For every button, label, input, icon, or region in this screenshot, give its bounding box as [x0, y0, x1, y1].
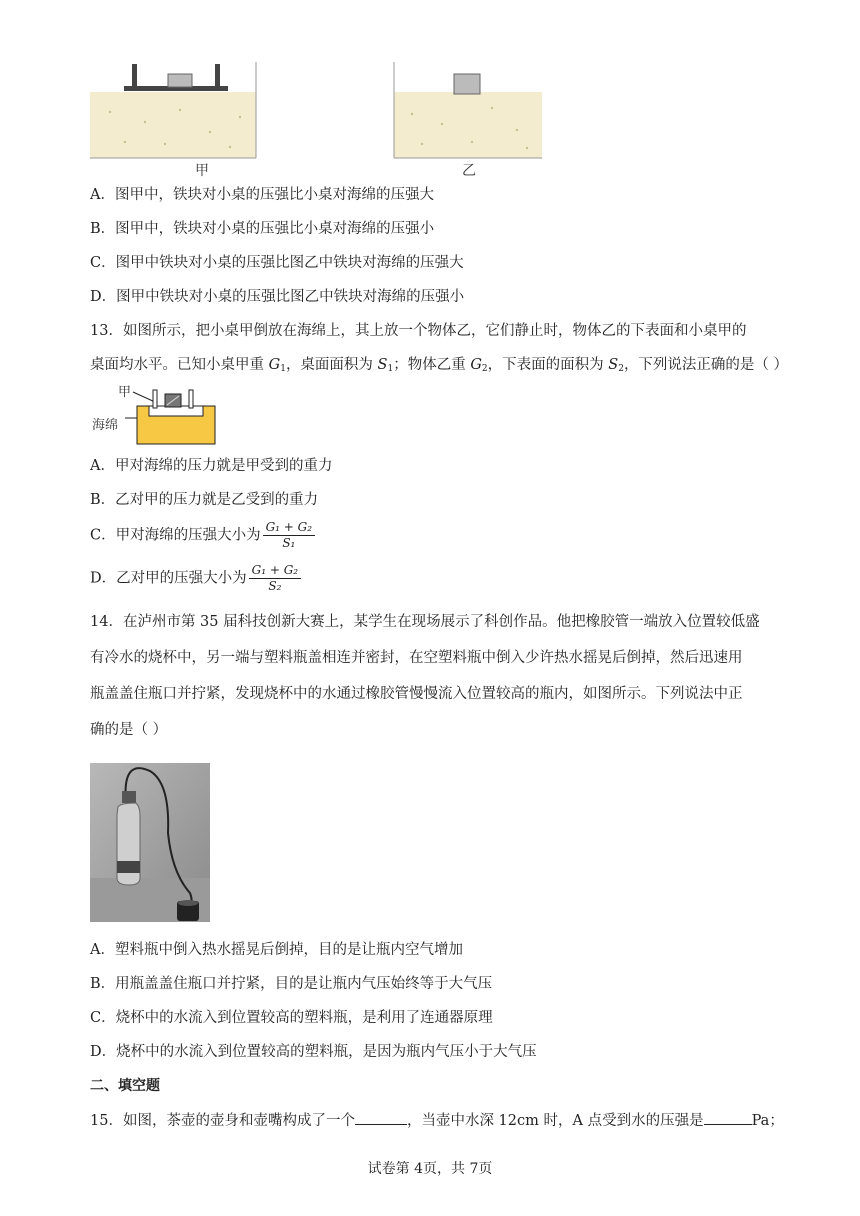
q13-fraction-d: $\frac{\text{G₁ + G₂}}{\text{S₂}}$ — [249, 563, 301, 594]
q13-stem-line1: 13．如图所示，把小桌甲倒放在海绵上，其上放一个物体乙，它们静止时，物体乙的下表面和小桌甲的 — [90, 323, 747, 339]
q12-option-b: B．图甲中，铁块对小桌的压强比小桌对海绵的压强小 — [90, 221, 435, 237]
q14-stem-line2: 有冷水的烧杯中，另一端与塑料瓶盖相连并密封，在空塑料瓶中倒入少许热水摇晃后倒掉，然后迅速用 — [90, 650, 743, 666]
q13-option-c: C．甲对海绵的压强大小为 $\frac{\text{G₁ + G₂}}{\text{S₁}}$ — [90, 520, 315, 551]
q13-figure-label-sponge: 海绵 — [92, 418, 119, 433]
figure-yi-block-on-sponge — [392, 62, 544, 162]
q13-figure-table-on-sponge — [125, 384, 217, 446]
figure-yi-caption: 乙 — [462, 163, 476, 179]
q14-option-a: A．塑料瓶中倒入热水摇晃后倒掉，目的是让瓶内空气增加 — [90, 942, 463, 958]
q12-option-a: A．图甲中，铁块对小桌的压强比小桌对海绵的压强大 — [90, 187, 434, 203]
q14-option-d: D．烧杯中的水流入到位置较高的塑料瓶，是因为瓶内气压小于大气压 — [90, 1044, 537, 1060]
q14-stem-line4: 确的是（ ） — [90, 722, 168, 738]
q13-option-a: A．甲对海绵的压力就是甲受到的重力 — [90, 458, 333, 474]
q14-photo-bottle-and-beaker — [90, 763, 210, 922]
q14-option-c: C．烧杯中的水流入到位置较高的塑料瓶，是利用了连通器原理 — [90, 1010, 493, 1026]
figure-jia-table-on-sponge — [90, 62, 258, 162]
q15-blank-2[interactable] — [704, 1110, 752, 1125]
q12-option-d: D．图甲中铁块对小桌的压强比图乙中铁块对海绵的压强小 — [90, 289, 465, 305]
q13-figure-label-jia: 甲 — [118, 385, 132, 400]
q13-option-b: B．乙对甲的压力就是乙受到的重力 — [90, 492, 319, 508]
q13-stem-line2: 桌面均水平。已知小桌甲重 $G_1$，桌面面积为 $S_1$；物体乙重 $G_2$，下表面的面积为 $S_2$，下列说法正确的是（ ） — [90, 357, 789, 374]
q13-option-d: D．乙对甲的压强大小为 $\frac{\text{G₁ + G₂}}{\text{S₂}}$ — [90, 563, 301, 594]
section-title-fill-in: 二、填空题 — [90, 1078, 160, 1094]
q15-stem: 15．如图，茶壶的壶身和壶嘴构成了一个 ，当壶中水深 12cm 时，A 点受到水的压强是 Pa； — [90, 1110, 784, 1131]
page-footer: 试卷第 4页，共 7页 — [367, 1161, 493, 1177]
q14-stem-line1: 14．在泸州市第 35 届科技创新大赛上，某学生在现场展示了科创作品。他把橡胶管一端放入位置较低盛 — [90, 614, 760, 630]
q15-blank-1[interactable] — [355, 1110, 407, 1125]
figure-jia-caption: 甲 — [195, 163, 209, 179]
q14-stem-line3: 瓶盖盖住瓶口并拧紧，发现烧杯中的水通过橡胶管慢慢流入位置较高的瓶内，如图所示。下列说法中正 — [90, 686, 743, 702]
q13-fraction-c: $\frac{\text{G₁ + G₂}}{\text{S₁}}$ — [263, 520, 315, 551]
q14-option-b: B．用瓶盖盖住瓶口并拧紧，目的是让瓶内气压始终等于大气压 — [90, 976, 493, 992]
q12-option-c: C．图甲中铁块对小桌的压强比图乙中铁块对海绵的压强大 — [90, 255, 464, 271]
